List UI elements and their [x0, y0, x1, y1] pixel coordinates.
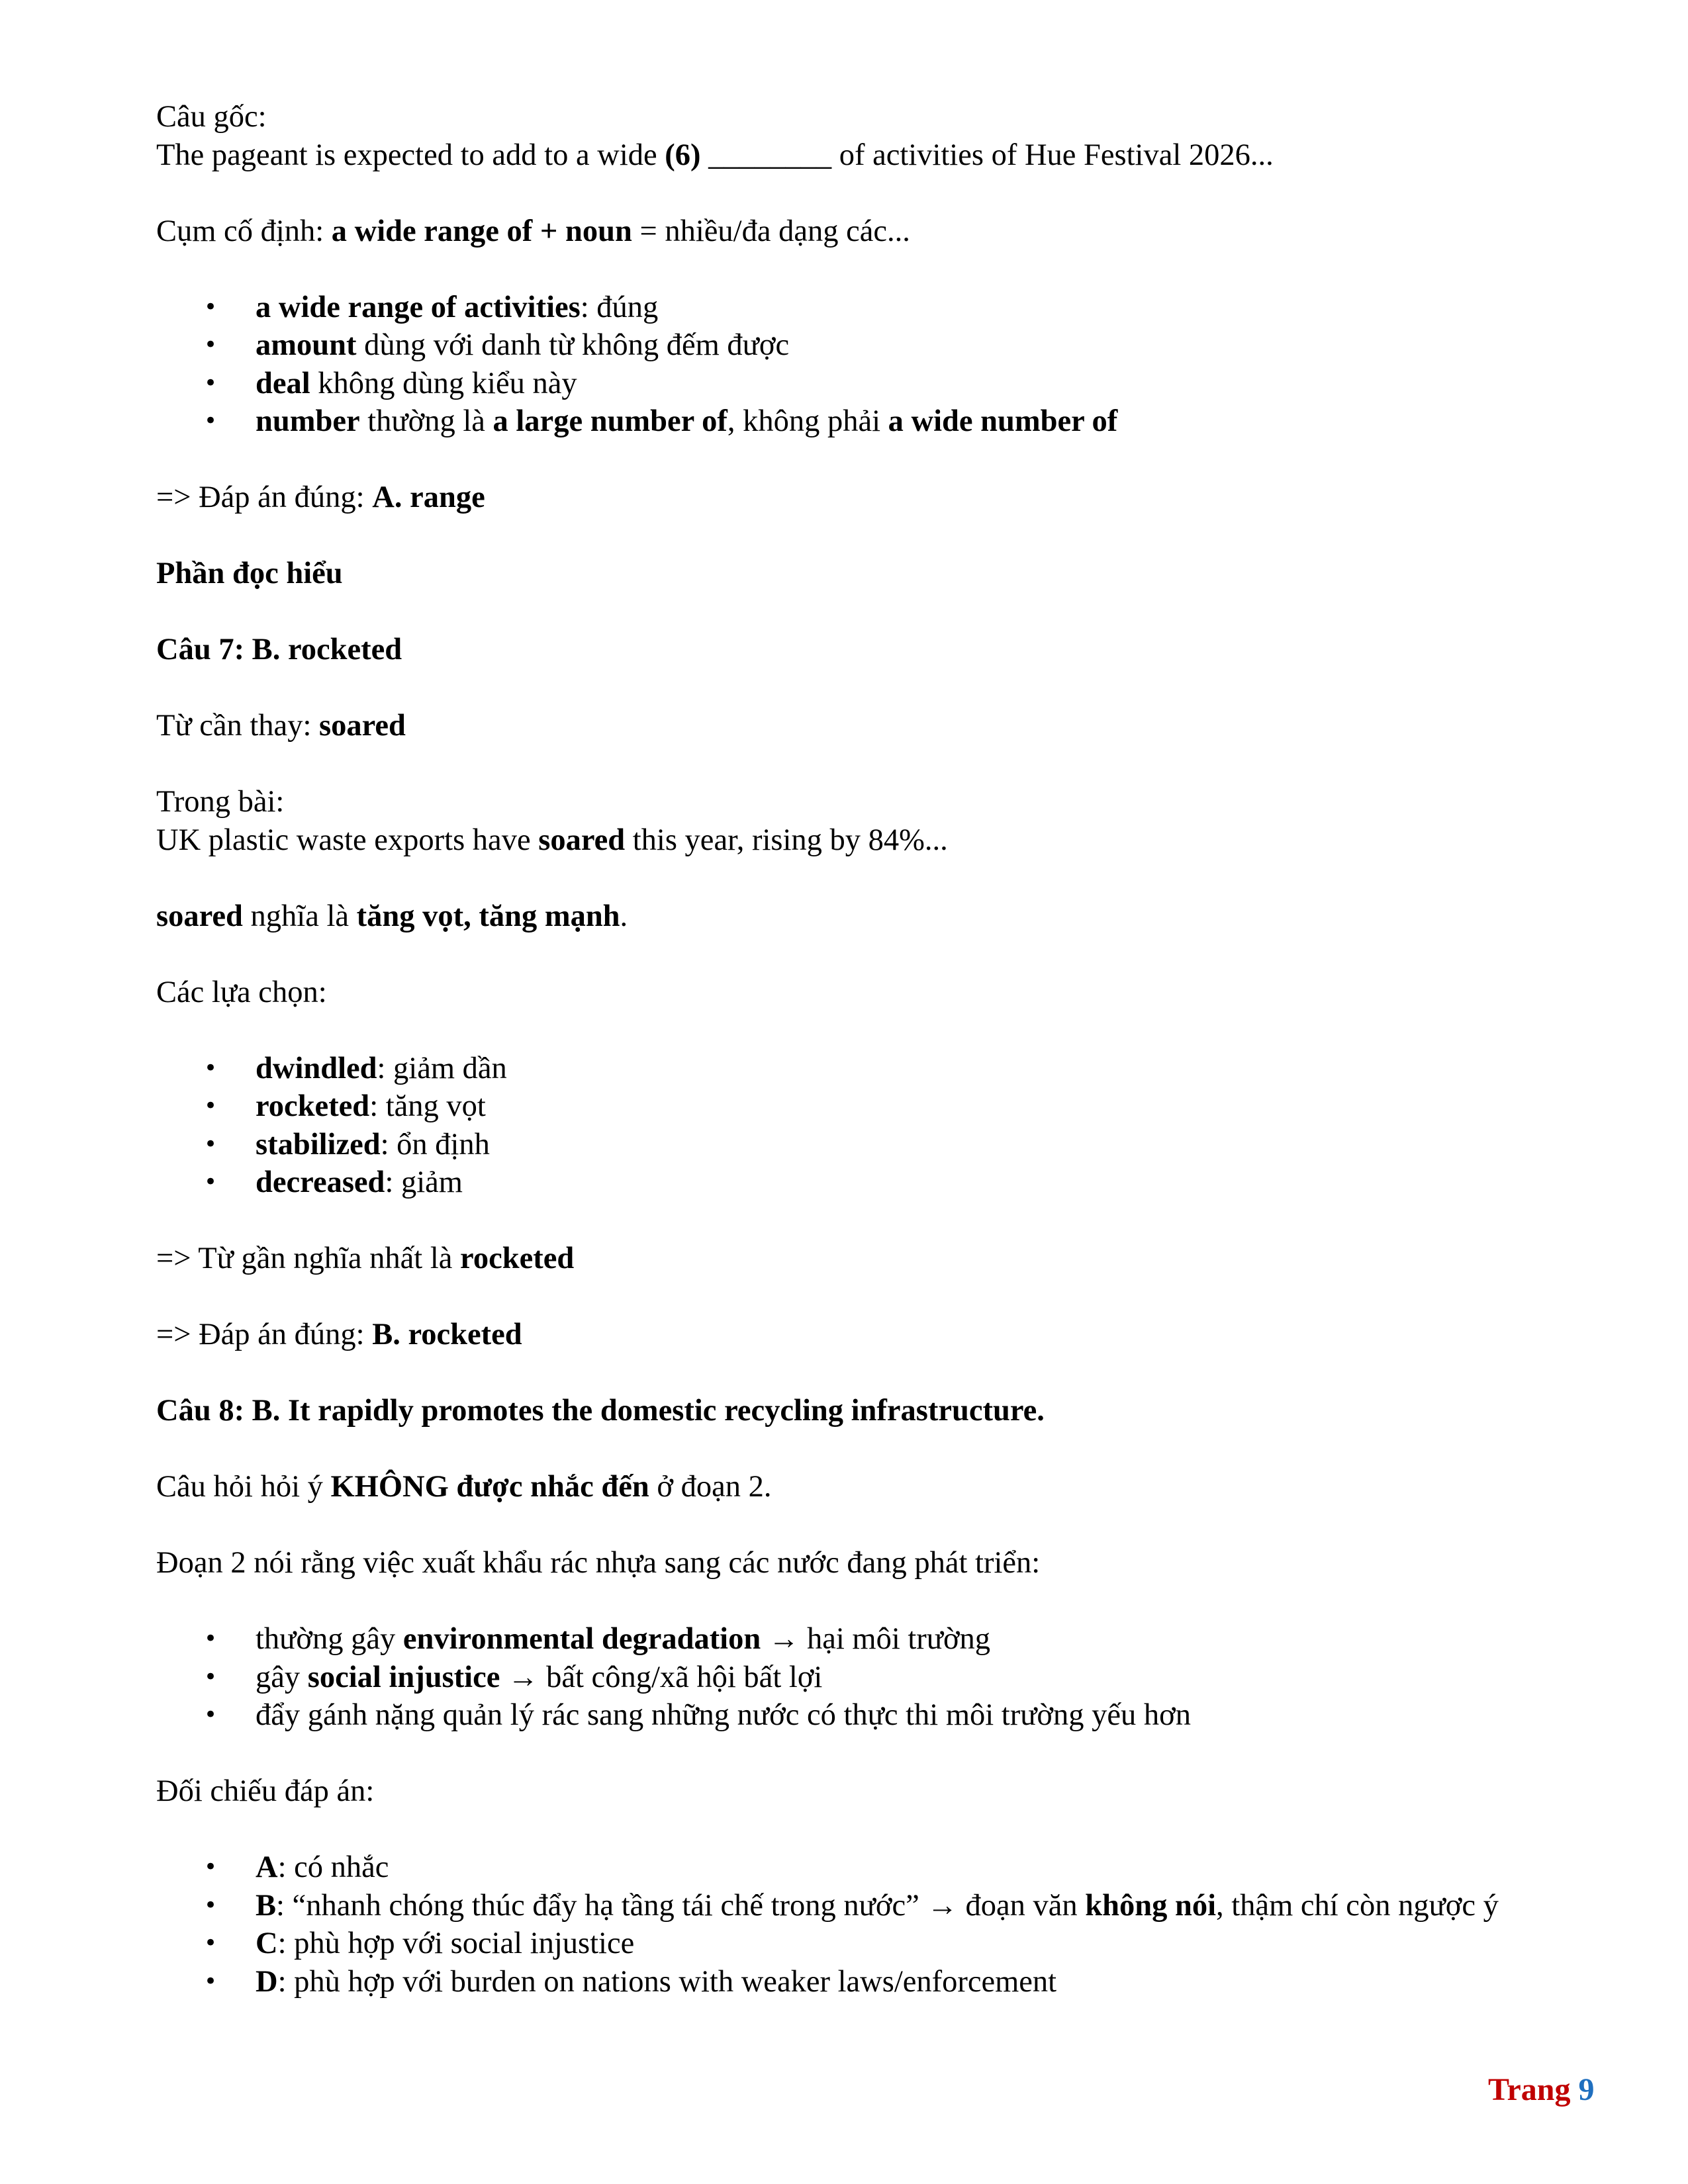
q8-paragraph-2: Đoạn 2 nói rằng việc xuất khẩu rác nhựa sang các nước đang phát triển: [156, 1546, 1041, 1580]
section-title: Phần đọc hiểu [156, 557, 343, 590]
document-page [156, 98, 1632, 2001]
q7-meaning: soared nghĩa là tăng vọt, tăng mạnh. [156, 899, 628, 933]
q8-compare-label: Đối chiếu đáp án: [156, 1774, 375, 1808]
list-item: • a wide range of activities: đúng [156, 289, 1632, 327]
list-item: • amount dùng với danh từ không đếm được [156, 326, 1632, 365]
page-number: Trang 9 [1488, 2072, 1595, 2107]
list-item: • deal không dùng kiểu này [156, 365, 1632, 403]
list-item: • stabilized: ổn định [156, 1126, 1632, 1164]
q8-question: Câu hỏi hỏi ý KHÔNG được nhắc đến ở đoạn 2. [156, 1470, 772, 1504]
list-item: • B: “nhanh chóng thúc đẩy hạ tầng tái chế trong nước” → đoạn văn không nói, thậm chí còn ngược ý [156, 1887, 1632, 1925]
list-item: • D: phù hợp với burden on nations with weaker laws/enforcement [156, 1963, 1632, 2001]
q7-answer: => Đáp án đúng: B. rocketed [156, 1318, 522, 1351]
original-sentence: The pageant is expected to add to a wide (6) ________ of activities of Hue Festival 2026... [156, 138, 1274, 172]
list-item: • C: phù hợp với social injustice [156, 1925, 1632, 1963]
q7-in-text-label: Trong bài: [156, 785, 285, 819]
q7-in-text: UK plastic waste exports have soared this year, rising by 84%... [156, 823, 948, 857]
list-item: • A: có nhắc [156, 1848, 1632, 1887]
list-item: • decreased: giảm [156, 1163, 1632, 1202]
q7-title: Câu 7: B. rocketed [156, 633, 402, 666]
list-item: • dwindled: giảm dần [156, 1050, 1632, 1088]
fixed-phrase: Cụm cố định: a wide range of + noun = nhiều/đa dạng các... [156, 214, 910, 248]
list-item: • number thường là a large number of, không phải a wide number of [156, 402, 1632, 441]
q8-point-list [156, 1620, 1632, 1735]
q8-title: Câu 8: B. It rapidly promotes the domestic recycling infrastructure. [156, 1394, 1045, 1428]
q7-closest: => Từ gần nghĩa nhất là rocketed [156, 1242, 575, 1275]
q6-answer: => Đáp án đúng: A. range [156, 480, 485, 514]
list-item: • thường gây environmental degradation → hại môi trường [156, 1620, 1632, 1659]
q7-replace-word: Từ cần thay: soared [156, 709, 406, 743]
q7-choices-label: Các lựa chọn: [156, 975, 327, 1009]
list-item: • rocketed: tăng vọt [156, 1087, 1632, 1126]
q6-bullet-list [156, 289, 1632, 441]
list-item: • gây social injustice → bất công/xã hội bất lợi [156, 1659, 1632, 1697]
q8-option-list [156, 1848, 1632, 2001]
list-item: • đẩy gánh nặng quản lý rác sang những nước có thực thi môi trường yếu hơn [156, 1696, 1632, 1735]
original-label: Câu gốc: [156, 100, 267, 134]
q7-choice-list [156, 1050, 1632, 1202]
